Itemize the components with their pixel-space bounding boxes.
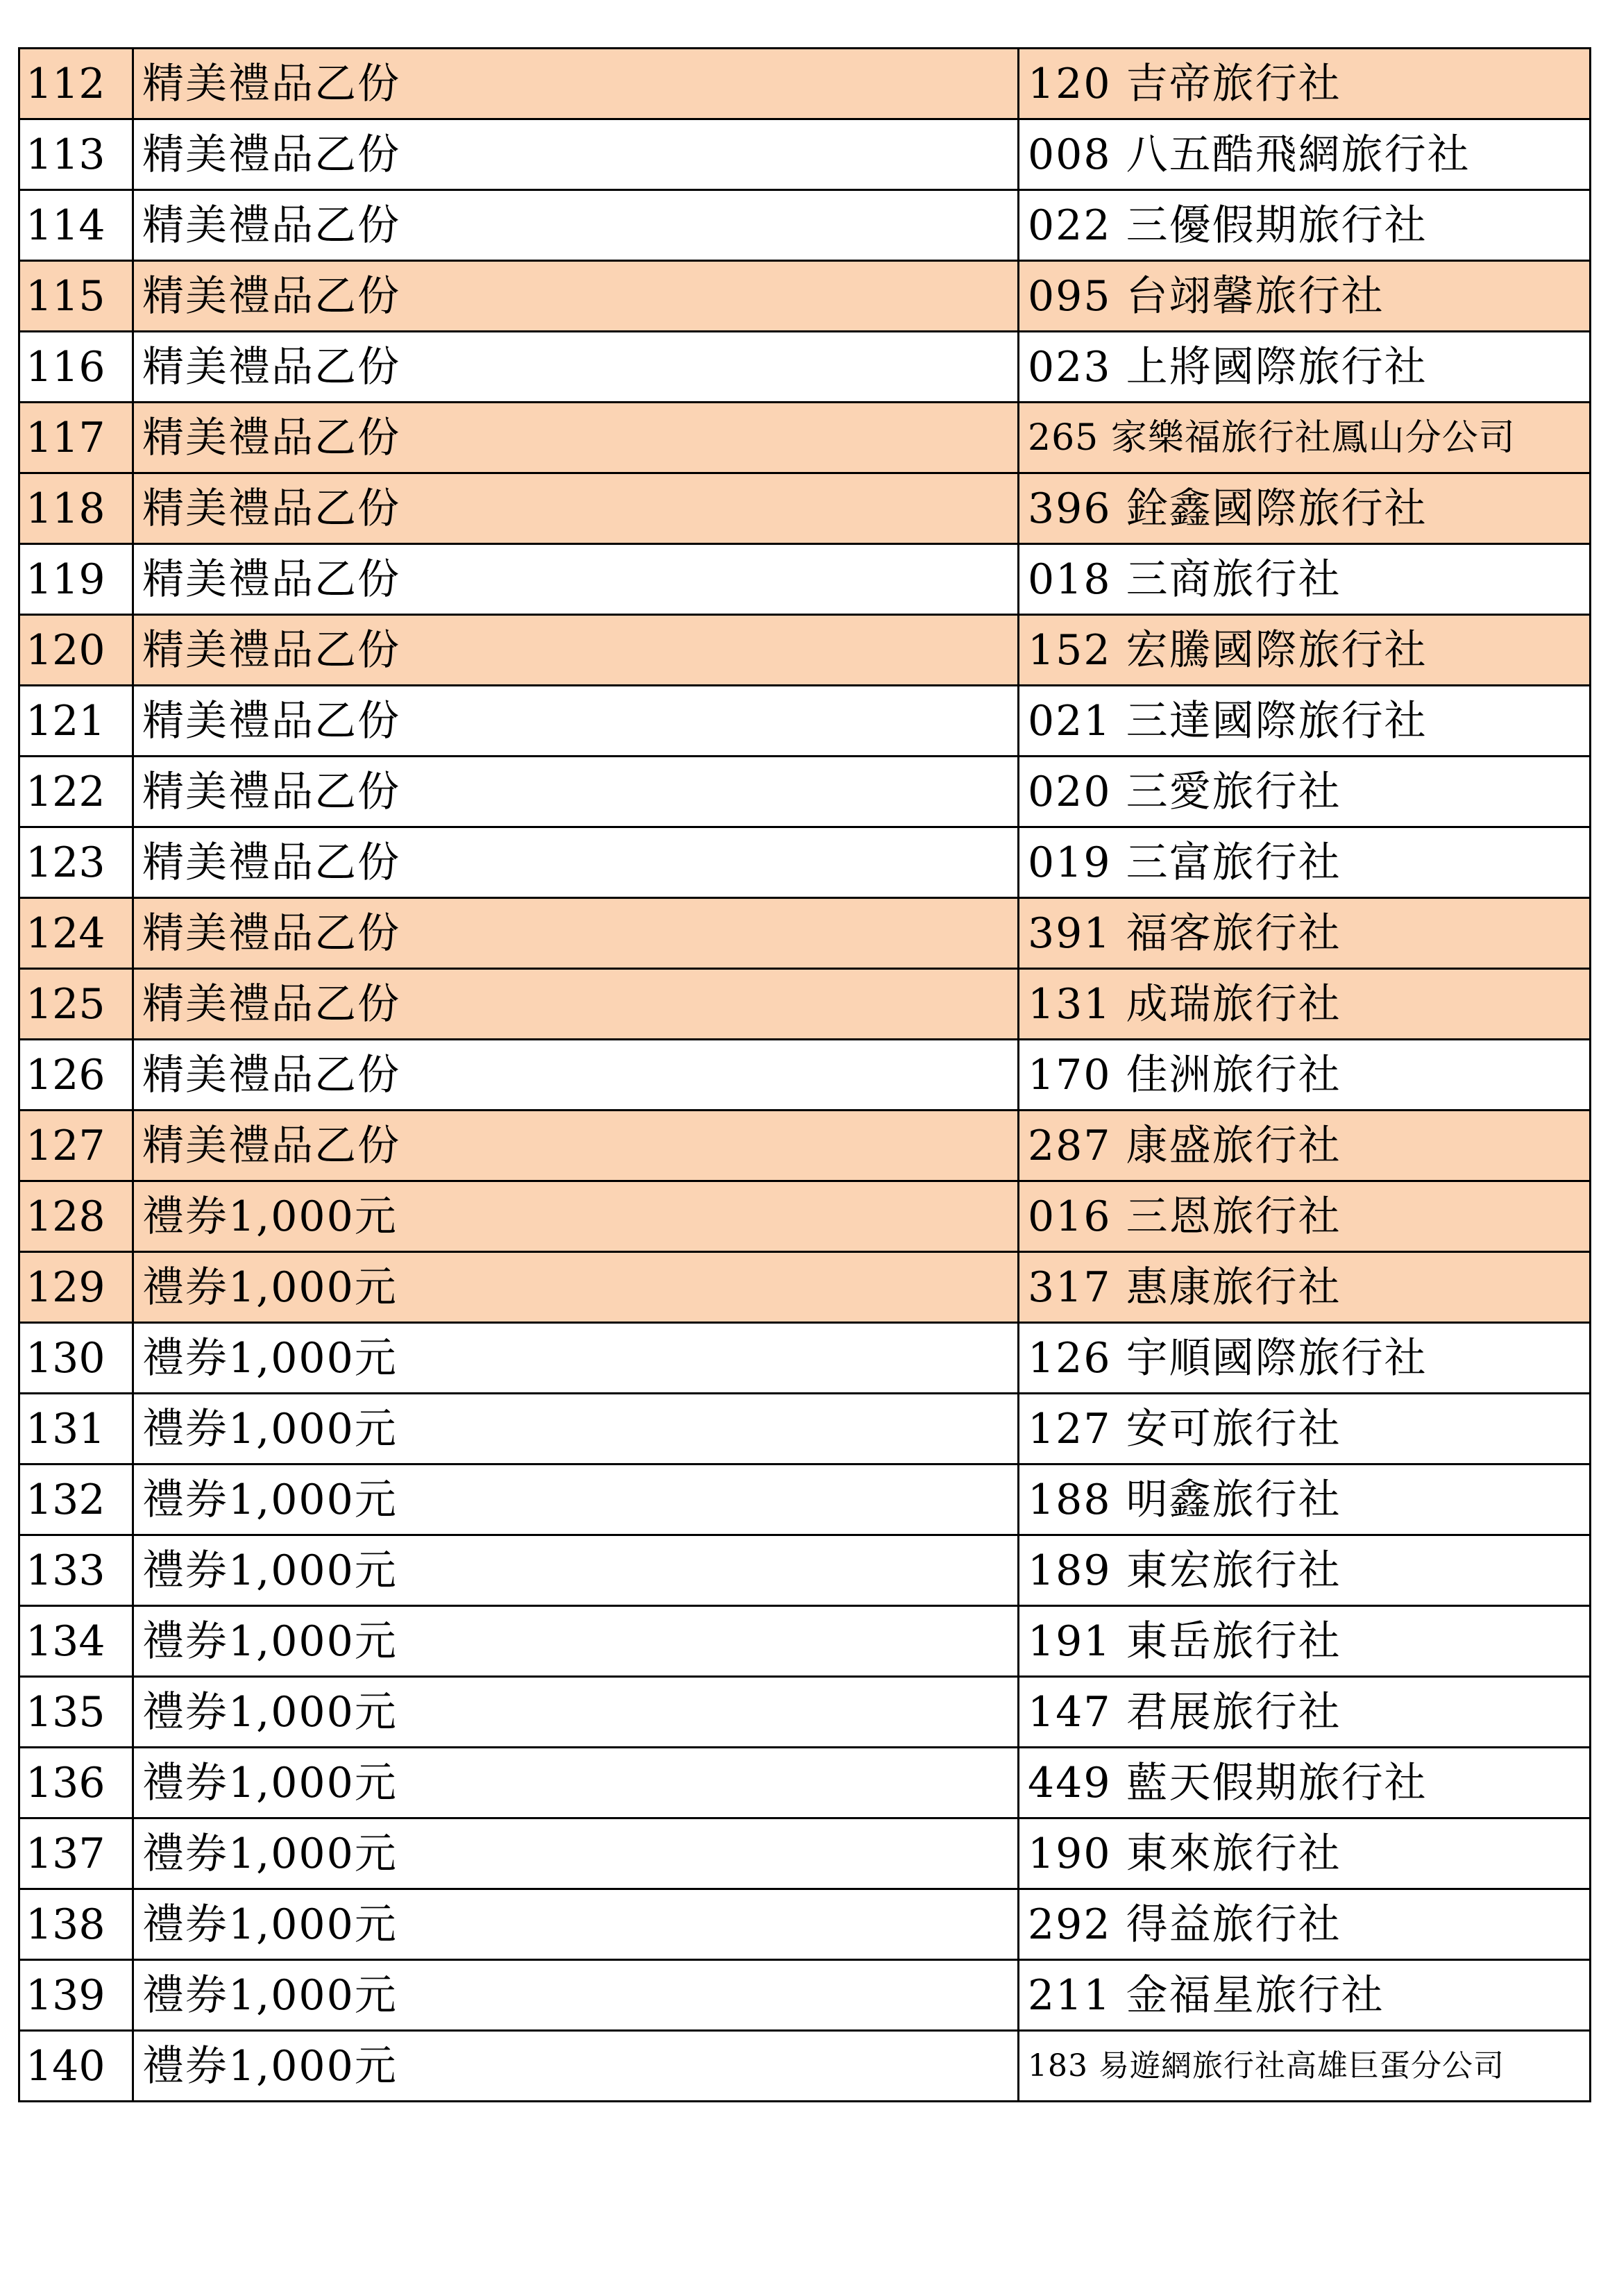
prize-winners-table-body: [19, 49, 1591, 2102]
prize-name-cell: 精美禮品乙份: [133, 757, 1019, 827]
winning-agency-cell: 211 金福星旅行社: [1019, 1960, 1591, 2031]
table-row: [19, 615, 1591, 686]
winning-agency-cell: 019 三富旅行社: [1019, 827, 1591, 898]
prize-number-cell: 138: [19, 1889, 133, 1960]
winning-agency-cell: 183 易遊網旅行社高雄巨蛋分公司: [1019, 2031, 1591, 2102]
prize-number-cell: 135: [19, 1677, 133, 1748]
winning-agency-cell: 022 三優假期旅行社: [1019, 190, 1591, 261]
prize-name-cell: 禮券1,000元: [133, 1677, 1019, 1748]
winning-agency-cell: 190 東來旅行社: [1019, 1818, 1591, 1889]
prize-name-cell: 精美禮品乙份: [133, 1111, 1019, 1181]
prize-number-cell: 136: [19, 1748, 133, 1818]
prize-name-cell: 禮券1,000元: [133, 1252, 1019, 1323]
winning-agency-cell: 188 明鑫旅行社: [1019, 1464, 1591, 1535]
table-row: [19, 1889, 1591, 1960]
prize-name-cell: 精美禮品乙份: [133, 473, 1019, 544]
prize-number-cell: 137: [19, 1818, 133, 1889]
prize-name-cell: 精美禮品乙份: [133, 898, 1019, 969]
prize-number-cell: 123: [19, 827, 133, 898]
winning-agency-cell: 023 上將國際旅行社: [1019, 332, 1591, 403]
prize-winners-table: [18, 47, 1591, 2102]
table-row: [19, 544, 1591, 615]
winning-agency-cell: 391 福客旅行社: [1019, 898, 1591, 969]
winning-agency-cell: 020 三愛旅行社: [1019, 757, 1591, 827]
prize-name-cell: 禮券1,000元: [133, 1818, 1019, 1889]
winning-agency-cell: 127 安可旅行社: [1019, 1394, 1591, 1464]
prize-name-cell: 禮券1,000元: [133, 1748, 1019, 1818]
table-row: [19, 1677, 1591, 1748]
winning-agency-cell: 292 得益旅行社: [1019, 1889, 1591, 1960]
prize-name-cell: 禮券1,000元: [133, 1181, 1019, 1252]
winning-agency-cell: 265 家樂福旅行社鳳山分公司: [1019, 403, 1591, 473]
prize-number-cell: 126: [19, 1040, 133, 1111]
prize-number-cell: 119: [19, 544, 133, 615]
prize-number-cell: 125: [19, 969, 133, 1040]
prize-name-cell: 禮券1,000元: [133, 1535, 1019, 1606]
prize-name-cell: 精美禮品乙份: [133, 261, 1019, 332]
table-row: [19, 827, 1591, 898]
prize-number-cell: 129: [19, 1252, 133, 1323]
winning-agency-cell: 120 吉帝旅行社: [1019, 49, 1591, 119]
prize-name-cell: 精美禮品乙份: [133, 403, 1019, 473]
winning-agency-cell: 008 八五酷飛網旅行社: [1019, 119, 1591, 190]
prize-name-cell: 精美禮品乙份: [133, 827, 1019, 898]
prize-number-cell: 132: [19, 1464, 133, 1535]
prize-number-cell: 122: [19, 757, 133, 827]
table-row: [19, 190, 1591, 261]
prize-name-cell: 禮券1,000元: [133, 1464, 1019, 1535]
winning-agency-cell: 449 藍天假期旅行社: [1019, 1748, 1591, 1818]
winning-agency-cell: 131 成瑞旅行社: [1019, 969, 1591, 1040]
winning-agency-cell: 170 佳洲旅行社: [1019, 1040, 1591, 1111]
table-row: [19, 1748, 1591, 1818]
prize-name-cell: 精美禮品乙份: [133, 119, 1019, 190]
winning-agency-cell: 016 三恩旅行社: [1019, 1181, 1591, 1252]
prize-number-cell: 116: [19, 332, 133, 403]
prize-number-cell: 133: [19, 1535, 133, 1606]
prize-number-cell: 128: [19, 1181, 133, 1252]
prize-name-cell: 精美禮品乙份: [133, 1040, 1019, 1111]
prize-number-cell: 120: [19, 615, 133, 686]
table-row: [19, 261, 1591, 332]
prize-name-cell: 禮券1,000元: [133, 2031, 1019, 2102]
table-row: [19, 1394, 1591, 1464]
table-row: [19, 686, 1591, 757]
prize-number-cell: 117: [19, 403, 133, 473]
table-row: [19, 1252, 1591, 1323]
prize-number-cell: 139: [19, 1960, 133, 2031]
prize-number-cell: 127: [19, 1111, 133, 1181]
winning-agency-cell: 287 康盛旅行社: [1019, 1111, 1591, 1181]
winning-agency-cell: 147 君展旅行社: [1019, 1677, 1591, 1748]
winning-agency-cell: 152 宏騰國際旅行社: [1019, 615, 1591, 686]
table-row: [19, 898, 1591, 969]
table-row: [19, 1040, 1591, 1111]
prize-number-cell: 113: [19, 119, 133, 190]
winning-agency-cell: 396 銓鑫國際旅行社: [1019, 473, 1591, 544]
prize-number-cell: 130: [19, 1323, 133, 1394]
prize-number-cell: 115: [19, 261, 133, 332]
table-row: [19, 473, 1591, 544]
prize-number-cell: 114: [19, 190, 133, 261]
prize-name-cell: 精美禮品乙份: [133, 686, 1019, 757]
table-row: [19, 1323, 1591, 1394]
table-row: [19, 1111, 1591, 1181]
prize-name-cell: 精美禮品乙份: [133, 49, 1019, 119]
table-row: [19, 2031, 1591, 2102]
prize-name-cell: 禮券1,000元: [133, 1606, 1019, 1677]
table-row: [19, 1818, 1591, 1889]
winning-agency-cell: 189 東宏旅行社: [1019, 1535, 1591, 1606]
table-row: [19, 1606, 1591, 1677]
winning-agency-cell: 126 宇順國際旅行社: [1019, 1323, 1591, 1394]
prize-name-cell: 精美禮品乙份: [133, 615, 1019, 686]
winning-agency-cell: 018 三商旅行社: [1019, 544, 1591, 615]
prize-name-cell: 禮券1,000元: [133, 1323, 1019, 1394]
table-row: [19, 757, 1591, 827]
prize-name-cell: 禮券1,000元: [133, 1960, 1019, 2031]
prize-number-cell: 134: [19, 1606, 133, 1677]
prize-name-cell: 精美禮品乙份: [133, 544, 1019, 615]
table-row: [19, 1535, 1591, 1606]
prize-name-cell: 禮券1,000元: [133, 1394, 1019, 1464]
winning-agency-cell: 317 惠康旅行社: [1019, 1252, 1591, 1323]
prize-number-cell: 140: [19, 2031, 133, 2102]
table-row: [19, 49, 1591, 119]
prize-name-cell: 禮券1,000元: [133, 1889, 1019, 1960]
prize-number-cell: 112: [19, 49, 133, 119]
winning-agency-cell: 191 東岳旅行社: [1019, 1606, 1591, 1677]
prize-name-cell: 精美禮品乙份: [133, 969, 1019, 1040]
prize-number-cell: 118: [19, 473, 133, 544]
winning-agency-cell: 021 三達國際旅行社: [1019, 686, 1591, 757]
prize-number-cell: 131: [19, 1394, 133, 1464]
table-row: [19, 1464, 1591, 1535]
table-row: [19, 332, 1591, 403]
prize-number-cell: 124: [19, 898, 133, 969]
prize-name-cell: 精美禮品乙份: [133, 332, 1019, 403]
table-row: [19, 1960, 1591, 2031]
prize-name-cell: 精美禮品乙份: [133, 190, 1019, 261]
prize-number-cell: 121: [19, 686, 133, 757]
table-row: [19, 969, 1591, 1040]
table-row: [19, 1181, 1591, 1252]
table-row: [19, 403, 1591, 473]
winning-agency-cell: 095 台翊馨旅行社: [1019, 261, 1591, 332]
table-row: [19, 119, 1591, 190]
